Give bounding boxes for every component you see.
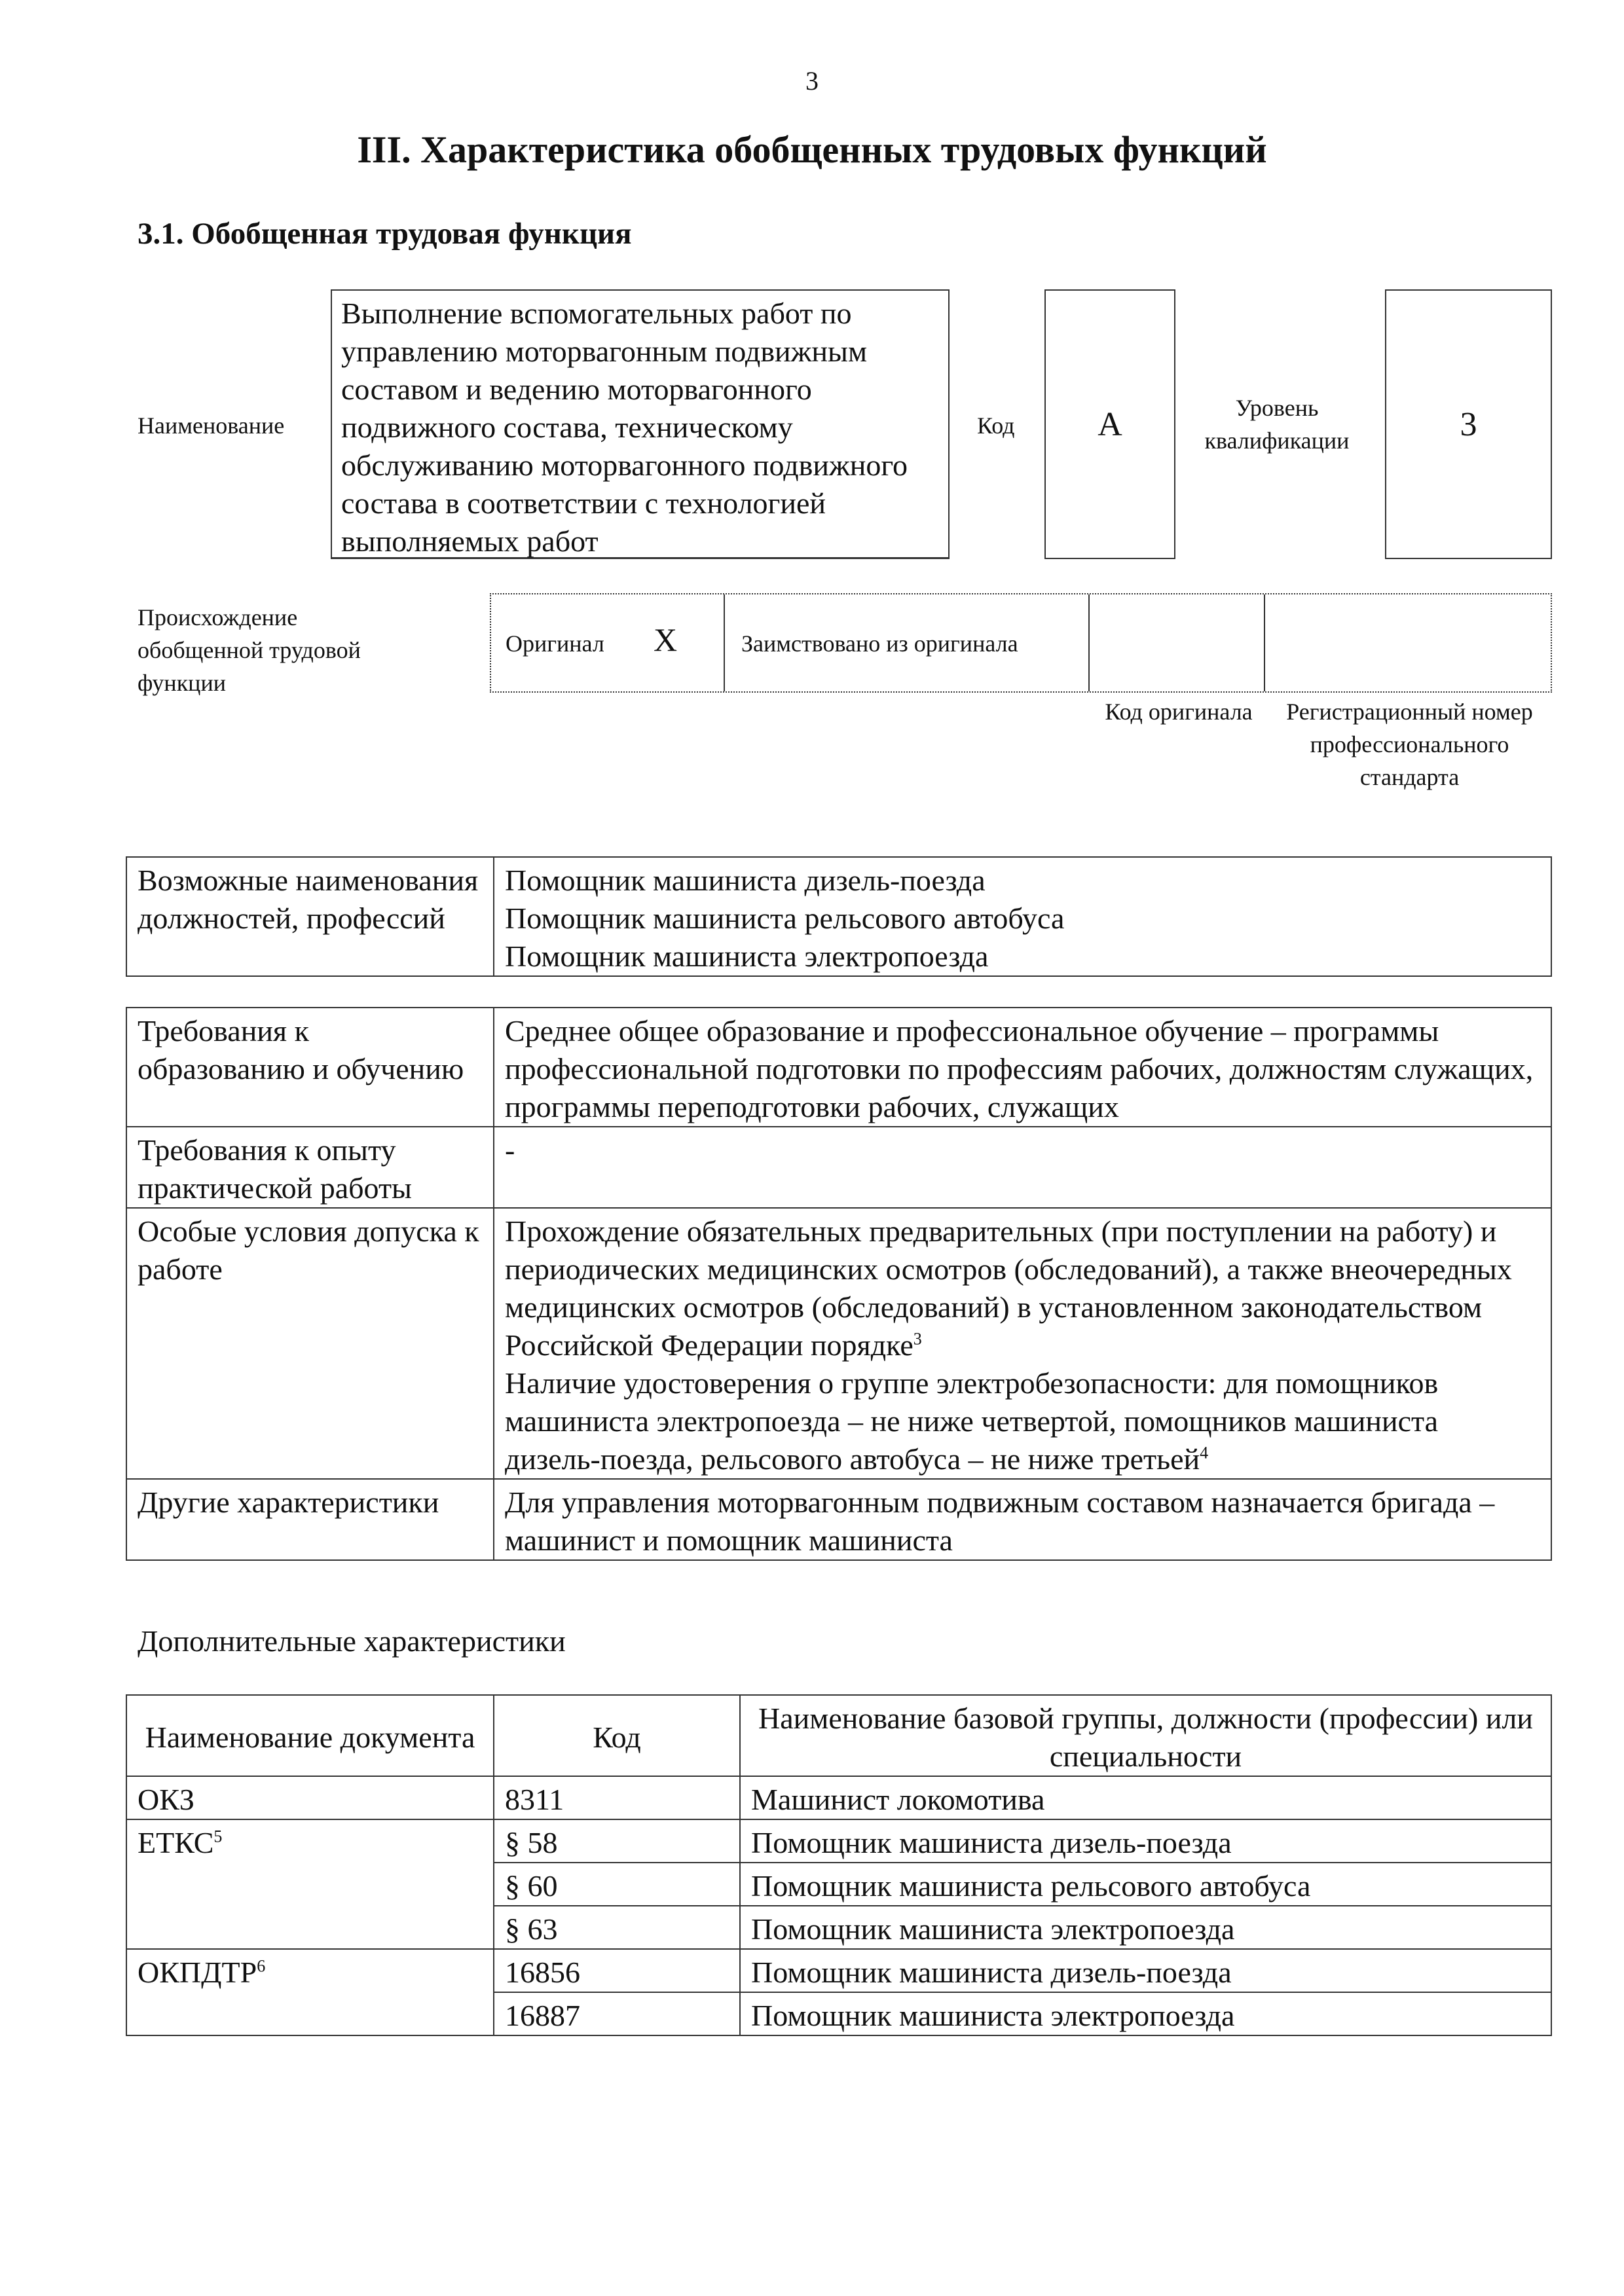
section-title: III. Характеристика обобщенных трудовых функций xyxy=(357,128,1267,171)
code-value-box xyxy=(1044,289,1175,559)
req-value: Среднее общее образование и профессиональное обучение – программы профессиональной подготовки по профессиям рабочих, должностям служащих, программы переподготовки рабочих, служащих xyxy=(494,1008,1551,1127)
code-cell: 16887 xyxy=(494,1992,740,2035)
code-cell: § 60 xyxy=(494,1863,740,1906)
table-row xyxy=(126,1479,1551,1560)
borrowed-label: Заимствовано из оригинала xyxy=(741,630,1018,657)
code-cell: § 58 xyxy=(494,1819,740,1863)
req-label: Требования к образованию и обучению xyxy=(126,1008,494,1127)
positions-label: Возможные наименования должностей, профессий xyxy=(126,857,494,976)
original-mark: X xyxy=(654,621,678,658)
table-header-row xyxy=(126,1695,1551,1776)
table-row xyxy=(126,1776,1551,1819)
code-cell: § 63 xyxy=(494,1906,740,1949)
section-subtitle: 3.1. Обобщенная трудовая функция xyxy=(138,217,632,251)
footnote-ref: 5 xyxy=(213,1827,223,1846)
positions-values xyxy=(494,857,1551,976)
original-label: Оригинал xyxy=(506,630,604,657)
col-header-code: Код xyxy=(494,1695,740,1776)
reg-number-caption: Регистрационный номер профессионального стандарта xyxy=(1286,699,1533,790)
req-label: Требования к опыту практической работы xyxy=(126,1127,494,1208)
page-number: 3 xyxy=(805,66,819,96)
req-text: Прохождение обязательных предварительных (при поступлении на работу) и периодических медицинских осмотров (обследований), а также внеочередных медицинских осмотров (обследований) в установленном законодательством Российской Федерации порядке xyxy=(505,1214,1512,1362)
level-value-box xyxy=(1385,289,1552,559)
col-header-doc: Наименование документа xyxy=(126,1695,494,1776)
footnote-ref: 3 xyxy=(913,1329,922,1349)
level-label: Уровень квалификации xyxy=(1204,395,1350,454)
name-cell: Помощник машиниста дизель-поезда xyxy=(740,1819,1551,1863)
req-value xyxy=(494,1208,1551,1479)
req-text: Наличие удостоверения о группе электробезопасности: для помощников машиниста электропоезда – не ниже четвертой, помощников машиниста дизель-поезда, рельсового автобуса – не ниже третьей xyxy=(505,1366,1439,1476)
code-label: Код xyxy=(977,412,1015,439)
req-value: - xyxy=(494,1127,1551,1208)
positions-table xyxy=(126,856,1552,977)
table-row xyxy=(126,1127,1551,1208)
name-label: Наименование xyxy=(138,412,285,439)
req-label: Особые условия допуска к работе xyxy=(126,1208,494,1479)
doc-cell: ЕТКС$^5$ xyxy=(126,1819,494,1949)
table-row xyxy=(126,1949,1551,1992)
name-cell: Помощник машиниста рельсового автобуса xyxy=(740,1863,1551,1906)
name-value-box xyxy=(331,289,950,559)
code-cell: 8311 xyxy=(494,1776,740,1819)
req-value: Для управления моторвагонным подвижным составом назначается бригада – машинист и помощник машиниста xyxy=(494,1479,1551,1560)
additional-heading: Дополнительные характеристики xyxy=(138,1624,566,1658)
table-row xyxy=(126,1819,1551,1863)
requirements-table xyxy=(126,1007,1552,1561)
footnote-ref: 4 xyxy=(1200,1443,1209,1463)
origin-box xyxy=(490,593,1552,693)
req-label: Другие характеристики xyxy=(126,1479,494,1560)
name-cell: Помощник машиниста дизель-поезда xyxy=(740,1949,1551,1992)
code-value: А xyxy=(1098,405,1122,443)
position-item: Помощник машиниста рельсового автобуса xyxy=(505,902,1065,935)
origin-label: Происхождение обобщенной трудовой функции xyxy=(138,604,361,696)
table-row xyxy=(126,1208,1551,1479)
table-row xyxy=(126,1008,1551,1127)
name-cell: Помощник машиниста электропоезда xyxy=(740,1992,1551,2035)
position-item: Помощник машиниста электропоезда xyxy=(505,939,989,973)
original-code-caption: Код оригинала xyxy=(1105,699,1253,725)
col-header-name: Наименование базовой группы, должности (профессии) или специальности xyxy=(740,1695,1551,1776)
level-value: 3 xyxy=(1460,405,1477,443)
name-value: Выполнение вспомогательных работ по управлению моторвагонным подвижным составом и ведению моторвагонного подвижного состава, техническому обслуживанию моторвагонного подвижного состава в соответствии с технологией выполняемых работ xyxy=(341,297,908,558)
name-cell: Помощник машиниста электропоезда xyxy=(740,1906,1551,1949)
name-cell: Машинист локомотива xyxy=(740,1776,1551,1819)
doc-cell: ОКПДТР$^6$ xyxy=(126,1949,494,2035)
code-cell: 16856 xyxy=(494,1949,740,1992)
doc-cell: ОКЗ xyxy=(126,1776,494,1819)
additional-table xyxy=(126,1694,1552,2036)
footnote-ref: 6 xyxy=(257,1956,266,1976)
position-item: Помощник машиниста дизель-поезда xyxy=(505,864,986,897)
